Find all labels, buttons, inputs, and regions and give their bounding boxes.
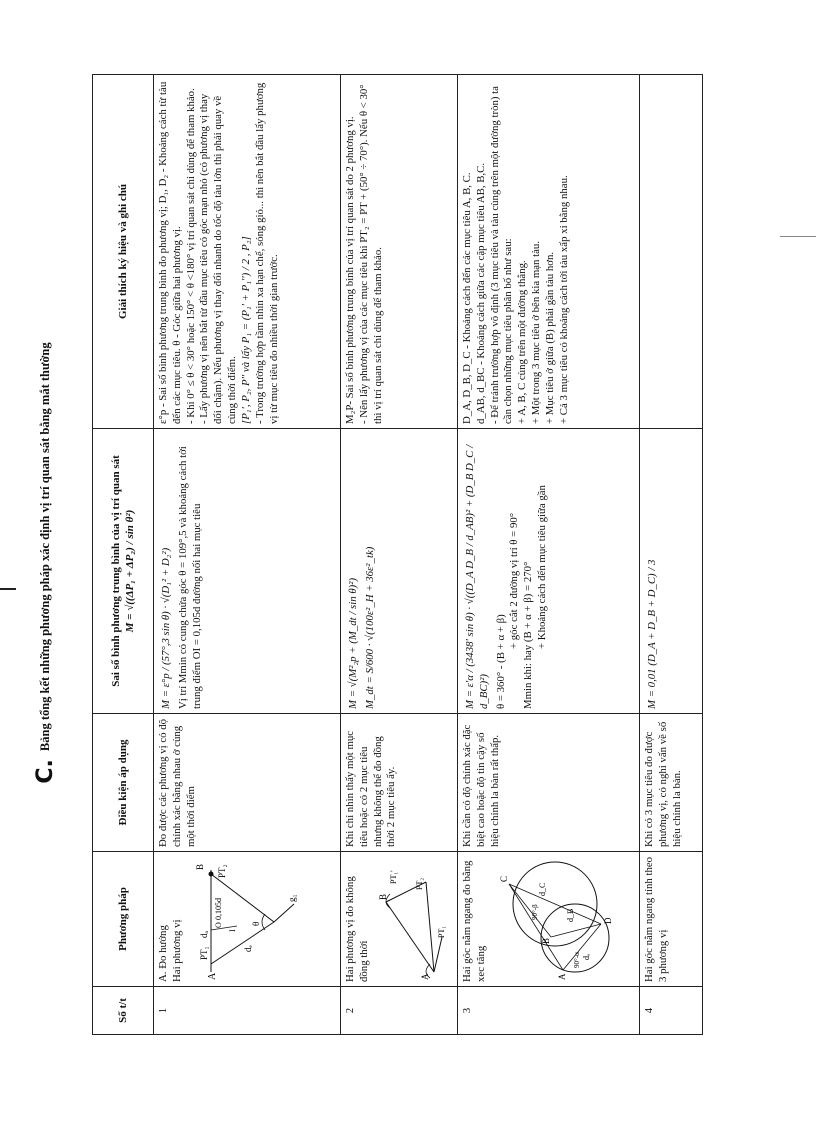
header-notes: Giải thích ký hiệu và ghi chú (93, 75, 154, 429)
label-pt1: PT₁ (198, 946, 209, 960)
header-error (93, 429, 154, 714)
error-cell (458, 429, 640, 714)
row-number: 3 (458, 987, 640, 1035)
title-letter: C. (32, 759, 58, 784)
non-simultaneous-bearings-diagram (376, 857, 446, 982)
error-note: + góc cắt 2 đường vị trí θ = 90° (508, 512, 521, 649)
table-row (154, 75, 341, 1035)
table-row (458, 75, 640, 1035)
condition-cell: Đo được các phương vị có độ chính xác bằng nhau ở cùng một thời điểm (154, 714, 341, 852)
note-line: + Cả 3 mục tiêu có khoảng cách tới tàu xấp xỉ bằng nhau. (557, 175, 570, 424)
row-number: 4 (640, 987, 703, 1035)
row-number: 1 (154, 987, 341, 1035)
note-line: + Mục tiêu ở giữa (B) phải gần tàu hơn. (543, 251, 556, 424)
error-formula: M = √(M²₂p + (M_dt / sin θ)²) (347, 577, 359, 709)
label-theta: θ (250, 921, 261, 926)
header-condition: Điều kiện áp dụng (93, 714, 154, 852)
notes-cell (640, 75, 703, 429)
label-a: A (419, 973, 430, 980)
error-note: Mmin khi: hay (B + α + β) = 270° (522, 561, 535, 709)
label-b: B (377, 893, 388, 900)
note-line: - Khi 0° ≤ θ < 30° hoặc 150° < θ <180° vị trí quan sát chỉ dùng để tham khảo. (184, 88, 197, 424)
method-name: Hai góc nằm ngang tính theo 3 phương vị (643, 856, 669, 982)
table-header-row (93, 75, 154, 1035)
label-pt1-prime: PT₁' (388, 870, 398, 884)
note-line: + Một trong 3 mục tiêu ở bên kia mạn tàu. (530, 240, 543, 424)
table-row (341, 75, 458, 1035)
note-line: - Trong trường hợp tầm nhìn xa hạn chế, sóng gió... thì nên bắt đầu lấy phương vị từ mục tiêu đo nhiều thời gian trước. (253, 82, 280, 424)
error-formula: M = 0,01 (D_A + D_B + D_C) / 3 (646, 559, 658, 709)
error-note: θ = 360° - (B + α + β) (494, 614, 507, 709)
two-bearings-diagram (189, 857, 299, 982)
label-o: O (213, 922, 223, 928)
method-cell (458, 852, 640, 987)
method-cell (154, 852, 341, 987)
header-error-text: Sai số bình phương trung bình của vị trí quan sát (109, 455, 122, 687)
label-d: D (602, 917, 613, 924)
notes-cell (154, 75, 341, 429)
notes-cell (341, 75, 458, 429)
label-i: I (227, 929, 237, 932)
note-line: D_A, D_B, D_C - Khoảng cách đến các mục tiêu A, B, C. (461, 172, 473, 424)
condition-cell: Khi có 3 mục tiêu đo được phương vị, có nghi vấn về số hiệu chỉnh la bàn. (640, 714, 703, 852)
method-cell (640, 852, 703, 987)
label-90-beta: 90°-β (530, 904, 539, 920)
label-da: dₐ (198, 931, 209, 938)
method-group: A. Đo hướng (157, 925, 169, 982)
row-number: 2 (341, 987, 458, 1035)
condition-cell: Khi cần có độ chính xác đặc biệt cao hoặc độ tin cậy số hiệu chỉnh la bàn rất thấp. (458, 714, 640, 852)
label-a: A (556, 973, 567, 980)
note-line: [P₁', P₂, P'' và lấy P₁ = (P₁' + P₁'') / 2 , P₂] (239, 236, 252, 424)
error-formula: M = ε'α / (3438' sin θ) · √((D_A D_B / d_AB)² + (D_B D_C / d_BC)²) (464, 444, 490, 709)
error-note: Vị trí Mmin có cung chứa góc θ = 109°,5 và khoảng cách tới trung điểm OI = 0,105d đường nối hai mục tiêu (176, 446, 203, 709)
label-b: B (540, 937, 551, 944)
label-90-alpha: 90°-α (572, 952, 581, 968)
label-a: A (206, 972, 218, 980)
label-db: d_B (565, 908, 575, 922)
error-cell (154, 429, 341, 714)
label-da: dₐ (581, 953, 591, 960)
error-formula: M = ε°p / (57°,3 sin θ) · √(D₁² + D₂²) (160, 547, 172, 709)
title-text: Bảng tổng kết những phương pháp xác định vị trí quan sát bằng mắt thường (37, 342, 52, 752)
header-error-formula: M = √((ΔP₁ + ΔP₂) / sin θ²) (124, 509, 136, 633)
label-dc: d_C (537, 882, 547, 896)
label-pt2: PT₂ (414, 877, 424, 890)
header-method: Phương pháp (93, 852, 154, 987)
note-line: M₂P- Sai số bình phương trung bình của vị trí quan sát do 2 phương vị. (344, 116, 356, 424)
label-c: C (498, 875, 509, 882)
error-cell (341, 429, 458, 714)
method-name: Hai góc nằm ngang đo bằng xec tăng (461, 860, 487, 982)
summary-table (92, 74, 703, 1035)
error-cell (640, 429, 703, 714)
label-pt1: PT₁ (436, 925, 446, 938)
table-row (640, 75, 703, 1035)
method-name: Hai phương vị đo không đồng thời (344, 876, 370, 982)
method-cell (341, 852, 458, 987)
header-stt: Số t/t (93, 987, 154, 1035)
error-note: + Khoảng cách đến mục tiêu giữa gần (536, 485, 549, 649)
target-b-dot (208, 872, 213, 877)
label-b: B (194, 863, 205, 870)
note-line: ε°p - Sai số bình phương trung bình đo phương vị; D₁, D₂ - Khoảng cách từ tàu đến các mục tiêu. θ - Góc giữa hai phương vị. (157, 81, 183, 424)
label-half: 0,105d (213, 898, 223, 920)
condition-cell: Khi chỉ nhìn thấy một mục tiêu hoặc có 2 mục tiêu nhưng không thể đo đồng thời 2 mục tiêu ấy. (341, 714, 458, 852)
error-formula: M_dt = S/600 · √(100ε²_H + 36ε²_tk) (363, 546, 376, 709)
note-line: d_AB, d_BC - Khoảng cách giữa các cặp mục tiêu AB, B,C. (474, 162, 487, 424)
label-g1: g₁ (286, 894, 297, 902)
label-de: dₑ (242, 945, 253, 952)
note-line: - Nên lấy phương vị của các mục tiêu khi PT₂ = PT + (50° ÷ 70°). Nếu θ < 30° thì vị trí quan sát chỉ dùng để tham khảo. (357, 84, 384, 424)
label-pt2: PT₂ (216, 864, 227, 878)
page-title (20, 63, 70, 1063)
method-name: Hai phương vị (170, 919, 183, 982)
note-line: - Để tránh trường hợp vô định (3 mục tiêu và tàu cùng trên một đường tròn) ta cần chọn những mục tiêu phân bố như sau: (488, 86, 515, 424)
note-line: + A, B, C cùng trên một đường thẳng. (516, 260, 529, 424)
note-line: - Lấy phương vị nên bắt từ đầu mục tiêu có góc mạn nhỏ (có phương vị thay đổi chậm). Nếu phương vị thay đổi nhanh do tốc độ tàu lớn thì phải quay về cùng thời điểm. (198, 93, 239, 424)
notes-cell (458, 75, 640, 429)
horizontal-angles-diagram (493, 857, 618, 982)
